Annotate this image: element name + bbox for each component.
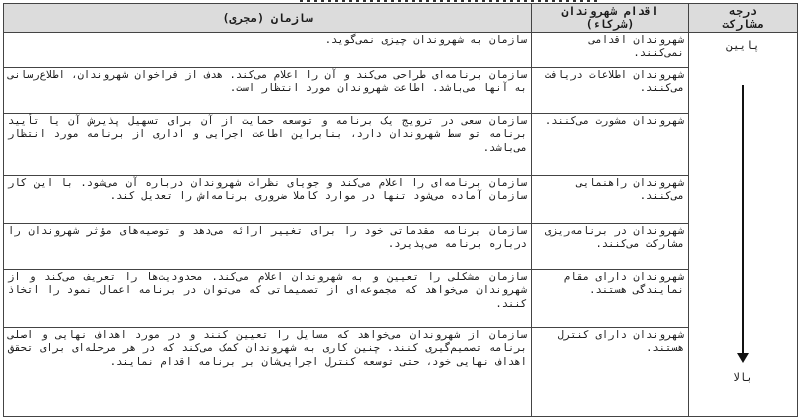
header-citizens-line2: (شرکاء) [585,17,635,31]
header-degree-line2: مشارکت [722,17,764,31]
header-row [4,4,798,33]
organization-cell: سازمان مشکلی را تعیین و به شهروندان اعلام می‌کند. محدودیت‌ها را تعریف می‌کند و از شهروندان می‌خواهد که مجموعه‌ای از تصمیماتی که می‌توان در برنامه اعمال نمود را اتخاذ کنند. [4,270,532,328]
table-row [4,328,798,417]
organization-cell: سازمان برنامه‌ای طراحی می‌کند و آن را اعلام می‌کند. هدف از فراخوان شهروندان، اطلاع‌رسانی به آنها می‌باشد. اطاعت شهروندان مورد انتظار است. [4,68,532,114]
organization-cell: سازمان به شهروندان چیزی نمی‌گوید. [4,33,532,68]
organization-cell: سازمان سعی در ترویج یک برنامه و توسعه حمایت از آن برای تسهیل پذیرش آن یا تأیید برنامه تو سط شهروندان دارد، بنابراین اطاعت اجرایی و اداری از برنامه مورد انتظار می‌باشد. [4,114,532,176]
citizens-cell: شهروندان اطلاعات دریافت می‌کنند. [532,68,689,114]
table-row [4,68,798,114]
header-degree-line1: درجه [729,4,757,18]
table-row [4,114,798,176]
header-degree [689,4,798,33]
header-organization: سازمان (مجری) [4,4,532,33]
table-row [4,270,798,328]
participation-ladder-table [3,3,798,417]
citizens-cell: شهروندان راهنمایی می‌کنند. [532,176,689,224]
citizens-cell: شهروندان دارای کنترل هستند. [532,328,689,417]
degree-high-label: بالا [733,371,753,384]
arrow-down-icon [742,85,744,355]
organization-cell: سازمان برنامه مقدماتی خود را برای تغییر ارائه می‌دهد و توصیه‌های مؤثر شهروندان را درباره برنامه می‌پذیرد. [4,224,532,270]
citizens-cell: شهروندان دارای مقام نمایندگی هستند. [532,270,689,328]
table-row [4,176,798,224]
citizens-cell: شهروندان مشورت می‌کنند. [532,114,689,176]
table-row [4,224,798,270]
degree-column [689,33,798,417]
table-row [4,33,798,68]
organization-cell: سازمان از شهروندان می‌خواهد که مسایل را تعیین کنند و در مورد اهداف نهایی و اصلی برنامه تصمیم‌گیری کنند. چنین کاری به شهروندان کمک می‌کند که در هر مرحله‌ای برای تحقق اهداف نهایی خود، حتی توسعه کنترل اجرایی‌شان بر برنامه اقدام نمایند. [4,328,532,417]
arrow-head-icon [737,353,749,363]
organization-cell: سازمان برنامه‌ای را اعلام می‌کند و جویای نظرات شهروندان درباره آن می‌شود. با این کار سازمان آماده می‌شود تنها در موارد کاملا ضروری برنامه‌اش را تعدیل کند. [4,176,532,224]
header-citizens-line1: اقدام شهروندان [561,4,659,18]
degree-low-label: پایین [726,39,760,52]
citizens-cell: شهروندان اقدامی نمی‌کنند. [532,33,689,68]
header-citizens [532,4,689,33]
citizens-cell: شهروندان در برنامه‌ریزی مشارکت می‌کنند. [532,224,689,270]
